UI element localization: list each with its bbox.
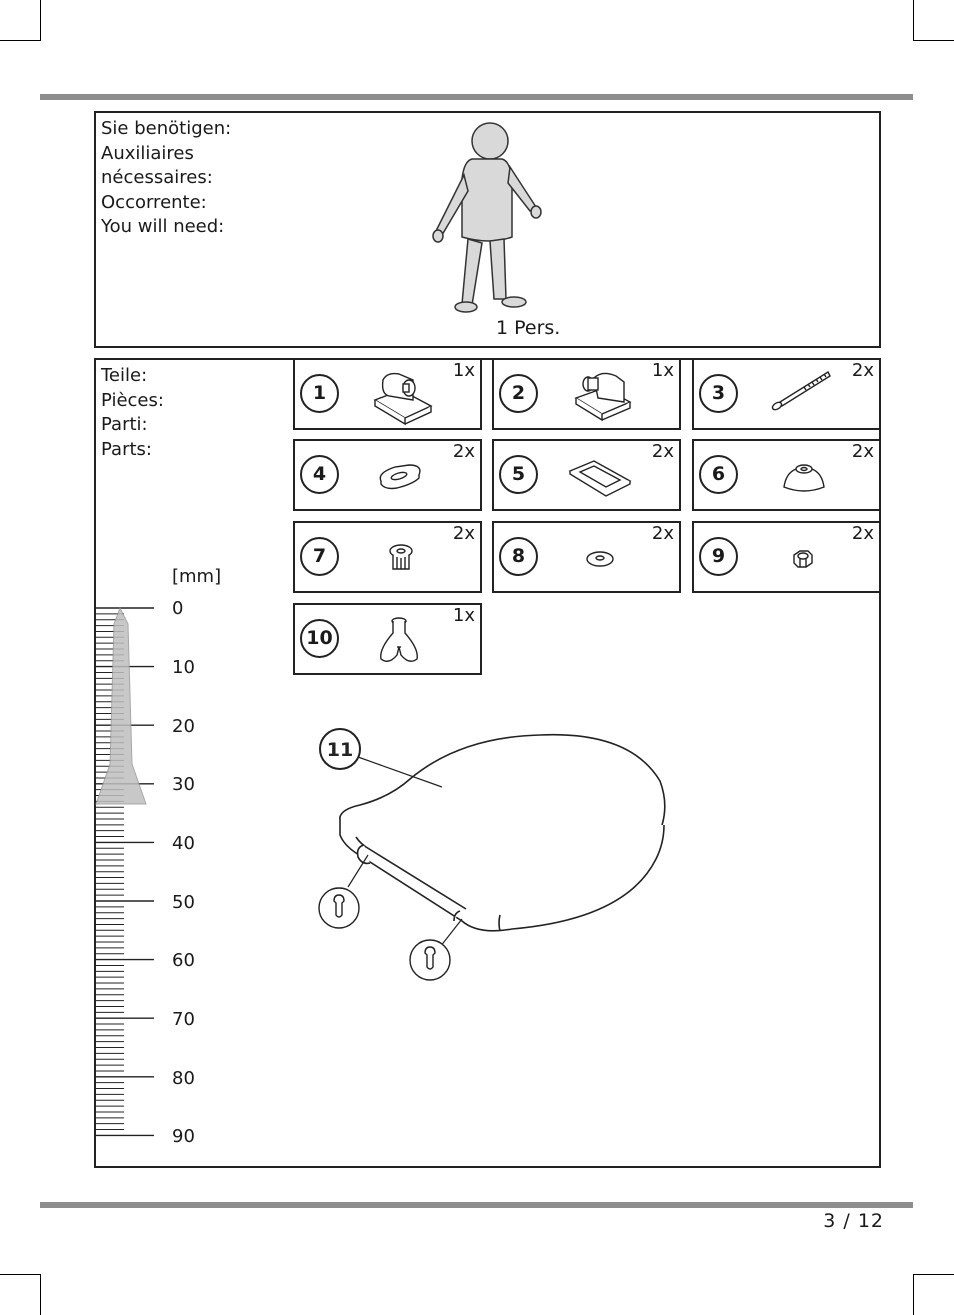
- ruler-label: 90: [172, 1126, 195, 1147]
- part-number: 7: [300, 537, 339, 576]
- requirements-box: [94, 111, 881, 348]
- parts-header-line: Parts:: [101, 438, 152, 460]
- crop-mark: [913, 1274, 914, 1315]
- ruler-label: 70: [172, 1009, 195, 1030]
- crop-mark: [913, 0, 914, 41]
- part-qty: 2x: [452, 441, 475, 462]
- expansion-sleeve-icon: [365, 529, 445, 589]
- part-qty: 1x: [452, 605, 475, 626]
- part-cell: [293, 358, 482, 430]
- ruler-label: 20: [172, 716, 195, 737]
- oval-washer-icon: [365, 447, 445, 507]
- wing-wrench-icon: [365, 611, 445, 671]
- rectangular-plate-icon: [564, 447, 644, 507]
- part-qty: 2x: [851, 441, 874, 462]
- part-cell: [692, 358, 881, 430]
- part-cell: [692, 439, 881, 511]
- part-qty: 2x: [452, 523, 475, 544]
- crop-mark: [40, 0, 41, 41]
- seat-number: 11: [326, 739, 354, 761]
- washer-icon: [564, 529, 644, 589]
- part-qty: 2x: [651, 441, 674, 462]
- top-rule: [40, 94, 913, 100]
- bolt-icon: [764, 366, 844, 426]
- ruler-label: 30: [172, 774, 195, 795]
- part-number: 6: [699, 455, 738, 494]
- ruler-label: 10: [172, 657, 195, 678]
- part-cell: [492, 521, 681, 593]
- ruler-unit: [mm]: [172, 566, 222, 587]
- requirement-line: Sie benötigen:: [101, 118, 232, 139]
- rubber-cone-icon: [764, 447, 844, 507]
- parts-header-line: Pièces:: [101, 389, 164, 411]
- part-number: 10: [300, 619, 339, 658]
- page-number: 3 / 12: [823, 1210, 884, 1232]
- requirement-line: Occorrente:: [101, 191, 207, 213]
- persons-label: 1 Pers.: [496, 317, 561, 339]
- part-cell: [293, 439, 482, 511]
- crop-mark: [0, 1274, 41, 1275]
- hinge-block-right-icon: [564, 366, 644, 426]
- crop-mark: [913, 40, 954, 41]
- part-number: 1: [300, 374, 339, 413]
- part-cell: [692, 521, 881, 593]
- parts-header: [101, 364, 164, 462]
- toilet-seat-icon: [300, 725, 680, 985]
- ruler-label: 40: [172, 833, 195, 854]
- requirements-text: [101, 117, 231, 240]
- person-icon: [424, 119, 564, 319]
- requirement-line: Auxiliaires: [101, 142, 194, 164]
- part-qty: 1x: [452, 360, 475, 381]
- part-number: 2: [499, 374, 538, 413]
- part-cell: [293, 603, 482, 675]
- bottom-rule: [40, 1202, 913, 1208]
- part-cell: [293, 521, 482, 593]
- part-qty: 2x: [851, 523, 874, 544]
- part-number: 9: [699, 537, 738, 576]
- part-cell: [492, 358, 681, 430]
- ruler-label: 50: [172, 892, 195, 913]
- part-cell: [492, 439, 681, 511]
- hinge-block-left-icon: [365, 366, 445, 426]
- hex-nut-icon: [764, 529, 844, 589]
- crop-mark: [913, 1274, 954, 1275]
- ruler: [94, 604, 164, 1144]
- part-qty: 1x: [651, 360, 674, 381]
- requirement-line: nécessaires:: [101, 167, 213, 188]
- part-number: 4: [300, 455, 339, 494]
- part-number: 8: [499, 537, 538, 576]
- requirement-line: You will need:: [101, 216, 225, 237]
- ruler-label: 60: [172, 950, 195, 971]
- ruler-label: 80: [172, 1068, 195, 1089]
- crop-mark: [40, 1274, 41, 1315]
- part-qty: 2x: [651, 523, 674, 544]
- crop-mark: [0, 40, 41, 41]
- parts-header-line: Teile:: [101, 365, 148, 386]
- ruler-label: 0: [172, 598, 184, 619]
- part-number: 3: [699, 374, 738, 413]
- parts-header-line: Parti:: [101, 414, 148, 435]
- part-number: 5: [499, 455, 538, 494]
- part-qty: 2x: [851, 360, 874, 381]
